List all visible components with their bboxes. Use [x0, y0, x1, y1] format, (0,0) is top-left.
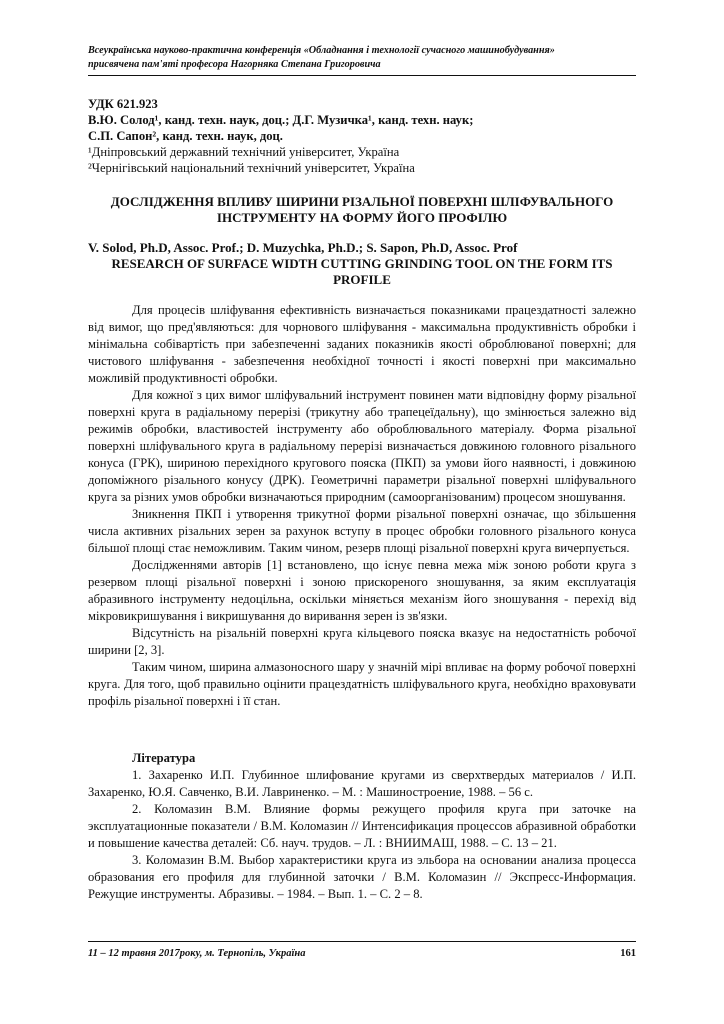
title-ukrainian: ДОСЛІДЖЕННЯ ВПЛИВУ ШИРИНИ РІЗАЛЬНОЇ ПОВЕРХНІ ШЛІФУВАЛЬНОГО ІНСТРУМЕНТУ НА ФОРМУ ЙОГО ПРОФІЛЮ: [110, 194, 614, 225]
paragraph: Для кожної з цих вимог шліфувальний інструмент повинен мати відповідну форму різальної поверхні круга в радіальному перерізі (трикутну або трапецеїдальну), що змінюється залежно від режимів обробки, властивостей інструменту або оброблювального матеріалу. Форма різальної поверхні шліфувального круга в радіальному перерізі визначається довжиною головного різального конуса (ГРК), шириною перехідного кругового пояска (ПКП) за умови його наявності, і довжиною допоміжного різального конусу (ДРК). Геометричні параметри різальної поверхні шліфувального круга за різних умов обробки визначаються природним (самоорганізованим) процесом зношування.: [88, 388, 636, 504]
references: [88, 750, 636, 903]
paragraph: Дослідженнями авторів [1] встановлено, що існує певна межа між зоною роботи круга з резервом площі різальної поверхні і зоною прискореного зношування, за яким експлуатація абразивного інструменту недоцільна, оскільки міняється механізм його зношування - перехід від мікровикришування і викришування до виривання зерен із зв'язки.: [88, 558, 636, 623]
running-header: [88, 44, 636, 76]
references-heading: Література: [132, 751, 196, 765]
reference-item: 1. Захаренко И.П. Глубинное шлифование кругами из сверхтвердых материалов / И.П. Захаренко, Ю.Я. Савченко, В.И. Лавриненко. – М. : Машиностроение, 1988. – 56 с.: [88, 768, 636, 799]
authors-line-1: В.Ю. Солод¹, канд. техн. наук, доц.; Д.Г. Музичка¹, канд. техн. наук;: [88, 113, 474, 127]
udc-code: УДК 621.923: [88, 97, 158, 111]
paragraph: Зникнення ПКП і утворення трикутної форми різальної поверхні означає, що збільшення числа активних різальних зерен за рахунок вступу в процес обробки головного різального конуса більшої площі стає неможливим. Таким чином, резерв площі різальної поверхні круга вичерпується.: [88, 507, 636, 555]
authors-line-2: С.П. Сапон², канд. техн. наук, доц.: [88, 129, 283, 143]
article-meta: [88, 96, 636, 176]
affiliation-1: ¹Дніпровський державний технічний університет, Україна: [88, 145, 400, 159]
paragraph: Відсутність на різальній поверхні круга кільцевого пояска вказує на недостатність робочої ширини [2, 3].: [88, 626, 636, 657]
article-body: [88, 302, 636, 710]
english-block: [88, 240, 636, 288]
affiliation-2: ²Чернігівський національний технічний університет, Україна: [88, 161, 415, 175]
footer-conference-date: 11 – 12 травня 2017року, м. Тернопіль, Україна: [88, 948, 306, 959]
reference-item: 3. Коломазин В.М. Выбор характеристики круга из эльбора на основании анализа процесса образования его профиля для глубинной заточки / В.М. Коломазин // Экспресс-Информация. Режущие инструменты. Абразивы. – 1984. – Вып. 1. – С. 2 – 8.: [88, 853, 636, 901]
paragraph: Таким чином, ширина алмазоносного шару у значній мірі впливає на форму робочої поверхні круга. Для того, щоб правильно оцінити працездатність шліфувального круга, необхідно враховувати профіль різальної поверхні і її стан.: [88, 660, 636, 708]
title-english: RESEARCH OF SURFACE WIDTH CUTTING GRINDING TOOL ON THE FORM ITS PROFILE: [111, 256, 613, 287]
authors-english: V. Solod, Ph.D, Assoc. Prof.; D. Muzychka, Ph.D.; S. Sapon, Ph.D, Assoc. Prof: [88, 240, 518, 255]
page-number: 161: [620, 948, 636, 959]
header-line-1: Всеукраїнська науково-практична конференція «Обладнання і технології сучасного машинобудування»: [88, 45, 555, 56]
paragraph: Для процесів шліфування ефективність визначається показниками працездатності залежно від вимог, що пред'являються: для чорнового шліфування - максимальна продуктивність обробки і мінімальна собівартість при забезпеченні заданих показників якості оброблюваної поверхні; для чистового шліфування - забезпечення необхідної точності і якості поверхні при максимально можливій продуктивності обробки.: [88, 303, 636, 385]
running-footer: [88, 941, 636, 961]
header-line-2: присвячена пам'яті професора Нагорняка Степана Григоровича: [88, 59, 381, 70]
reference-item: 2. Коломазин В.М. Влияние формы режущего профиля круга при заточке на эксплуатационные показатели / В.М. Коломазин // Интенсификация процессов абразивной обработки и повышение качества деталей: Сб. науч. трудов. – Л. : ВНИИМАШ, 1988. – С. 13 – 21.: [88, 802, 636, 850]
